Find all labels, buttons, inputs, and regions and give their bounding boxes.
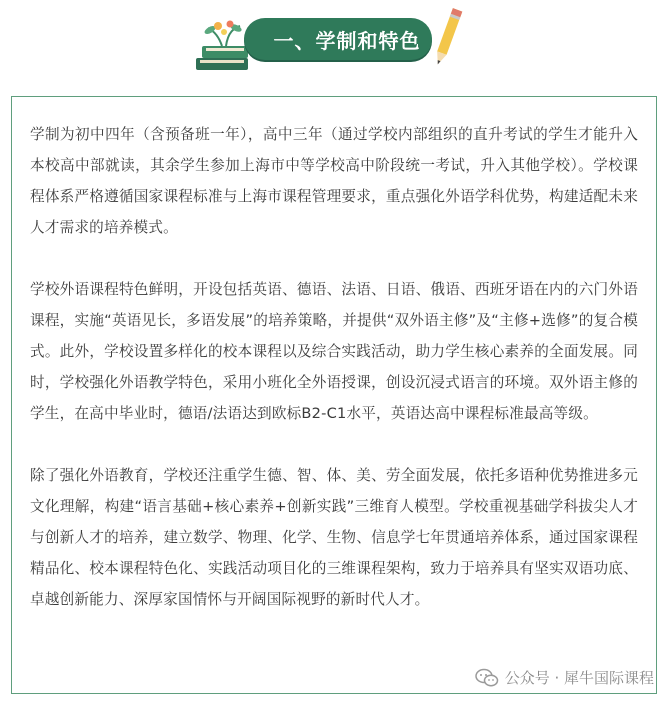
watermark (475, 667, 654, 688)
wechat-icon (475, 668, 499, 688)
paragraph-school-system: 学制为初中四年（含预备班一年），高中三年（通过学校内部组织的直升考试的学生才能升入本校高中部就读，其余学生参加上海市中等学校高中阶段统一考试，升入其他学校）。学校课程体系严格遵循国家课程标准与上海市课程管理要求，重点强化外语学科优势，构建适配未来人才需求的培养模式。 (30, 126, 638, 236)
watermark-text: 公众号 · 犀牛国际课程 (504, 669, 654, 687)
paragraph-language-curriculum: 学校外语课程特色鲜明，开设包括英语、德语、法语、日语、俄语、西班牙语在内的六门外语课程，实施“英语见长，多语发展”的培养策略，并提供“双外语主修”及“主修+选修”的复合模式。此外，学校设置多样化的校本课程以及综合实践活动，助力学生核心素养的全面发展。同时，学校强化外语教学特色，采用小班化全外语授课，创设沉浸式语言的环境。双外语主修的学生，在高中毕业时，德语/法语达到欧标B2-C1水平，英语达高中课程标准最高等级。 (30, 281, 638, 422)
pencil-icon (430, 4, 464, 74)
section-header (0, 0, 668, 80)
section-title: 一、学制和特色 (273, 28, 421, 53)
paragraph-holistic-development: 除了强化外语教育，学校还注重学生德、智、体、美、劳全面发展，依托多语种优势推进多元文化理解，构建“语言基础+核心素养+创新实践”三维育人模型。学校重视基础学科拔尖人才与创新人才的培养，建立数学、物理、化学、生物、信息学七年贯通培养体系，通过国家课程精品化、校本课程特色化、实践活动项目化的三维课程架构，致力于培养具有坚实双语功底、卓越创新能力、深厚家国情怀与开阔国际视野的新时代人才。 (30, 467, 638, 608)
content-box (11, 96, 657, 694)
section-title-pill (244, 18, 432, 60)
